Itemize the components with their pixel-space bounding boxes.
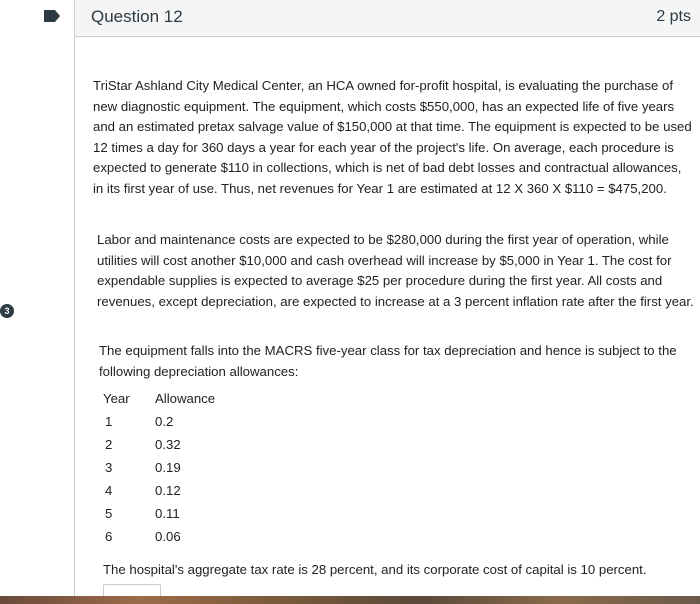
table-row [99,410,235,433]
depreciation-table [99,387,235,548]
table-row [99,502,235,525]
table-header-allowance: Allowance [155,391,216,406]
question-points: 2 pts [656,8,691,25]
bottom-taskbar-strip [0,596,700,604]
table-cell-allowance: 0.32 [155,437,181,452]
table-cell-year: 4 [105,483,113,498]
table-header-row [99,387,235,410]
table-cell-year: 1 [105,414,113,429]
question-header [75,0,700,37]
table-header-year: Year [103,391,130,406]
table-cell-year: 5 [105,506,113,521]
table-cell-allowance: 0.2 [155,414,174,429]
table-cell-allowance: 0.11 [155,506,180,521]
question-card [74,0,700,604]
table-cell-year: 3 [105,460,113,475]
table-cell-year: 6 [105,529,113,544]
table-cell-allowance: 0.12 [155,483,181,498]
question-nav-badge[interactable]: 3 [0,304,14,318]
table-row [99,456,235,479]
table-cell-year: 2 [105,437,113,452]
question-paragraph-4: The hospital's aggregate tax rate is 28 percent, and its corporate cost of capital is 10 percent. [103,562,647,577]
question-paragraph-1: TriStar Ashland City Medical Center, an HCA owned for-profit hospital, is evaluating the purchase of new diagnostic equipment. The equipment, which costs $550,000, has an expected life of five years and an estimated pretax salvage value of $150,000 at that time. The equipment is expected to be used 12 times a day for 360 days a year for each year of the project's life. On average, each procedure is expected to generate $110 in collections, which is net of bad debt losses and contractual allowances, in its first year of use. Thus, net revenues for Year 1 are estimated at 12 X 360 X $110 = $475,200. [93,78,692,196]
question-paragraph-3: The equipment falls into the MACRS five-year class for tax depreciation and hence is subject to the following depreciation allowances: [99,343,677,379]
left-gutter [0,0,18,604]
question-title: Question 12 [91,7,183,26]
table-row [99,525,235,548]
table-row [99,479,235,502]
table-row [99,433,235,456]
table-cell-allowance: 0.06 [155,529,181,544]
table-cell-allowance: 0.19 [155,460,181,475]
flag-icon[interactable] [43,8,61,24]
question-paragraph-2: Labor and maintenance costs are expected to be $280,000 during the first year of operation, while utilities will cost another $10,000 and cash overhead will increase by $5,000 in Year 1. The cost for expendable supplies is expected to average $25 per procedure during the first year. All costs and revenues, except depreciation, are expected to increase at a 3 percent inflation rate after the first year. [97,232,694,309]
